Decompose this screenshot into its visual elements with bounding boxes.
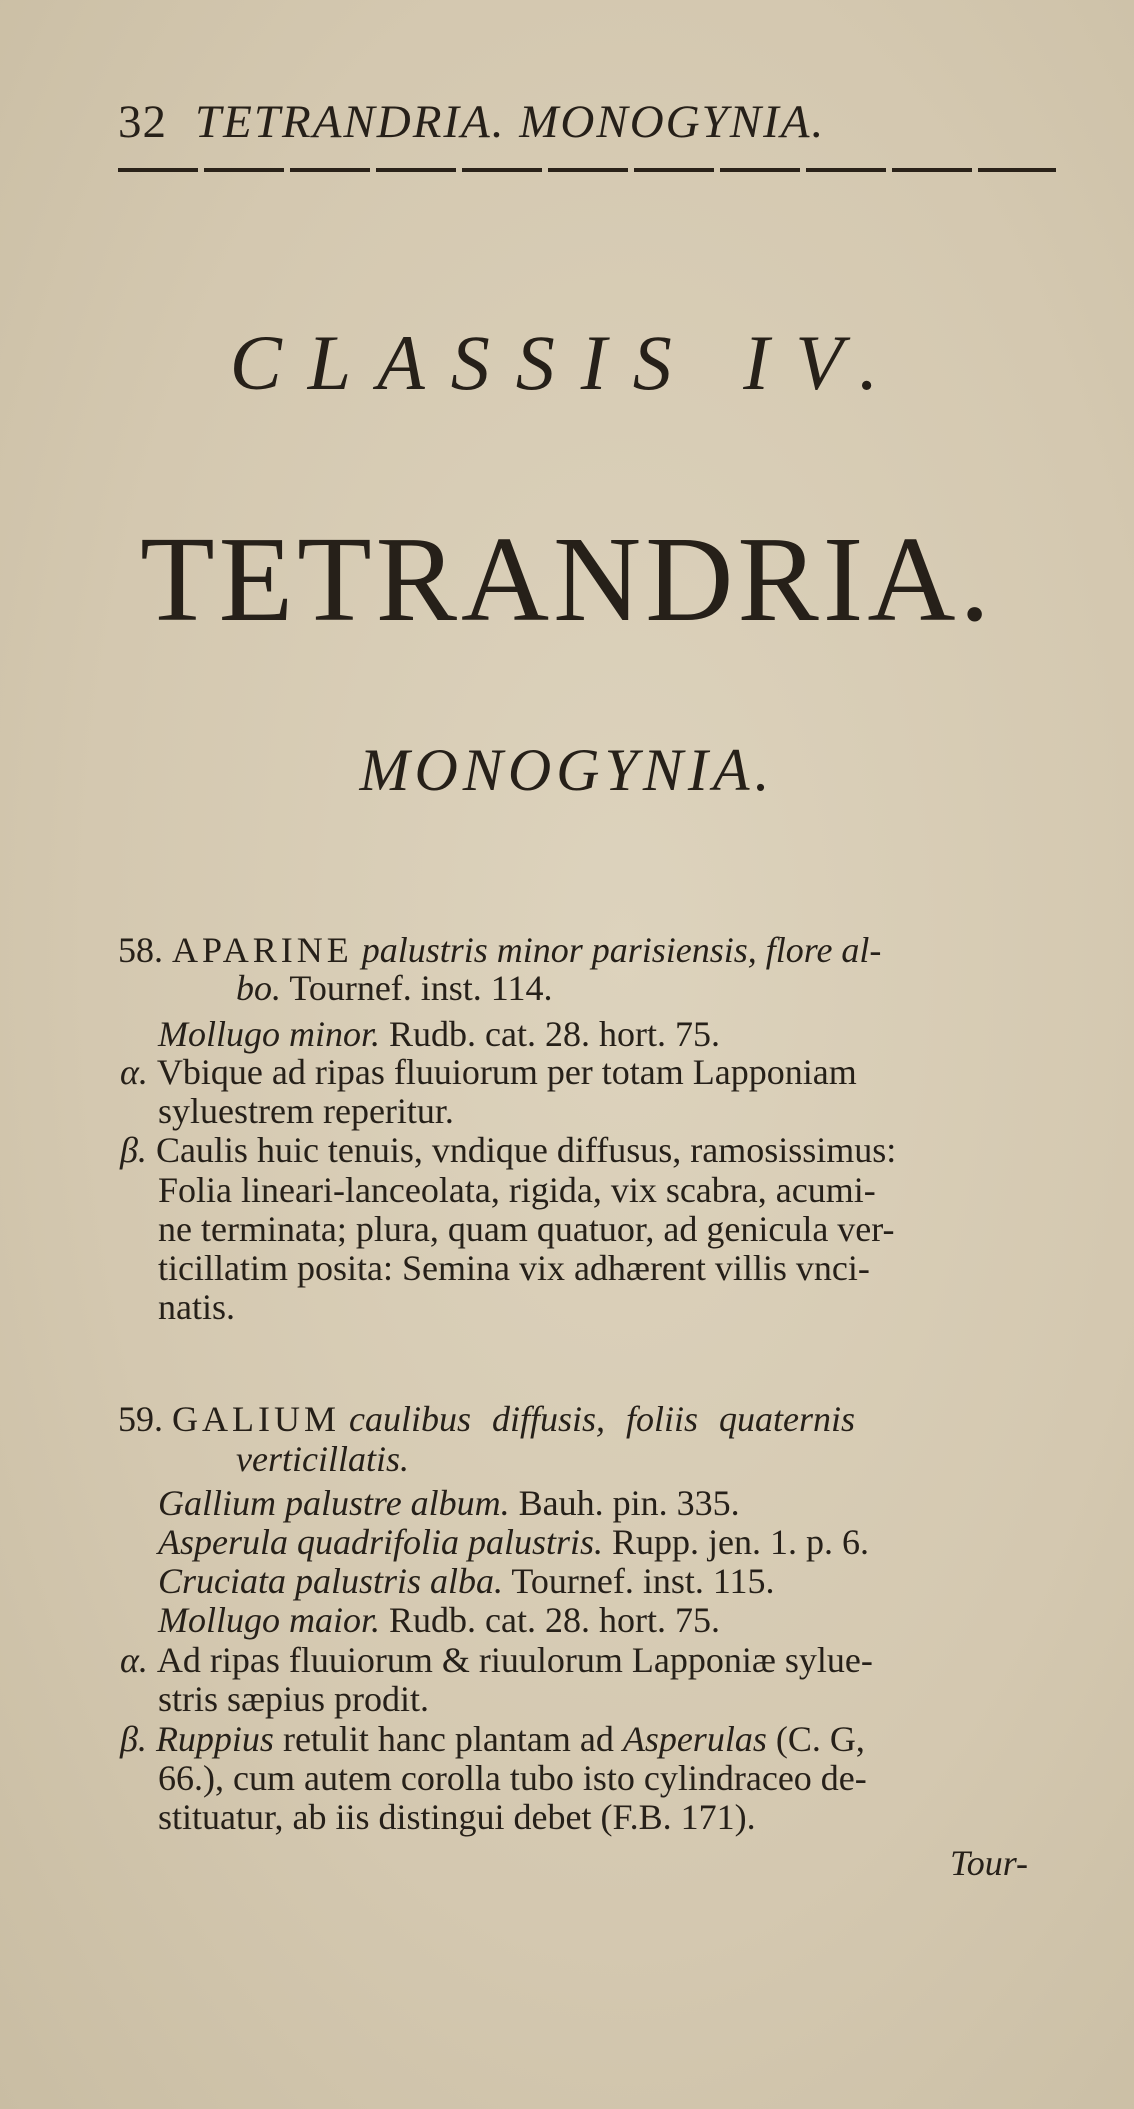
line-roman: stris sæpius prodit. [158, 1679, 430, 1719]
line-italic: bo. [236, 968, 281, 1008]
page-number: 32 [118, 96, 167, 148]
entry-line [158, 1249, 870, 1287]
line-roman: Tournef. inst. 114. [281, 968, 553, 1008]
line-roman: Rupp. jen. 1. p. 6. [603, 1522, 870, 1562]
line-roman: Vbique ad ripas fluuiorum per totam Lapponiam [147, 1052, 857, 1092]
line-italic: Mollugo minor. [158, 1014, 381, 1054]
class-heading: CLASSIS IV. [229, 319, 905, 406]
line-italic: verticillatis. [236, 1439, 409, 1479]
entry-line [120, 1131, 896, 1169]
running-title: TETRANDRIA. MONOGYNIA. [195, 96, 826, 148]
diagnosis: palustris minor parisiensis, flore al- [361, 930, 882, 970]
line-italic: β. [120, 1719, 147, 1759]
line-roman: Bauh. pin. 335. [509, 1483, 740, 1523]
entry-line [158, 1798, 756, 1836]
genus-name: GALIUM [172, 1399, 340, 1439]
entry-line [158, 1680, 429, 1718]
line-roman: Caulis huic tenuis, vndique diffusus, ramosissimus: [146, 1130, 897, 1170]
line-roman: Rudb. cat. 28. hort. 75. [380, 1014, 720, 1054]
running-header [118, 95, 825, 149]
entry-line [158, 1092, 454, 1130]
genus-reference: Asperulas [622, 1719, 767, 1759]
entry-line [158, 1601, 720, 1639]
line-roman: Ad ripas fluuiorum & riuulorum Lapponiæ sylue- [147, 1640, 873, 1680]
line-roman: stituatur, ab iis distingui debet (F.B. 171). [158, 1797, 756, 1837]
entry-line [158, 1484, 740, 1522]
entry-number: 59. [118, 1399, 163, 1439]
diagnosis: caulibus diffusis, foliis quaternis [348, 1399, 856, 1439]
line-roman: retulit hanc plantam ad [273, 1719, 623, 1759]
line-italic: β. [120, 1130, 147, 1170]
line-roman: natis. [158, 1287, 235, 1327]
entry-line [158, 1015, 720, 1053]
line-roman: Rudb. cat. 28. hort. 75. [380, 1600, 720, 1640]
line-roman: (C. G, [766, 1719, 865, 1759]
entry-line [158, 1759, 867, 1797]
header-rule [118, 168, 1056, 172]
entry-line [120, 1053, 857, 1091]
line-roman: ne terminata; plura, quam quatuor, ad genicula ver- [158, 1209, 895, 1249]
entry-line [158, 1210, 895, 1248]
line-roman: Folia lineari-lanceolata, rigida, vix scabra, acumi- [158, 1170, 876, 1210]
line-italic: Asperula quadrifolia palustris. [158, 1522, 604, 1562]
entry-line [158, 1562, 775, 1600]
line-italic: Cruciata palustris alba. [158, 1561, 504, 1601]
order-name: MONOGYNIA. [359, 737, 775, 803]
catchword: Tour- [950, 1843, 1028, 1883]
entry-line [158, 1288, 235, 1326]
genus-name: APARINE [172, 930, 353, 970]
class-name: TETRANDRIA. [140, 512, 994, 647]
line-roman: ticillatim posita: Semina vix adhærent villis vnci- [158, 1248, 870, 1288]
line-italic: α. [120, 1640, 148, 1680]
entry-line [236, 1440, 409, 1478]
entry-58-heading [118, 931, 881, 969]
line-italic: Gallium palustre album. [158, 1483, 510, 1523]
entry-line [236, 969, 552, 1007]
entry-line-ruppius [120, 1720, 865, 1758]
line-roman: Tournef. inst. 115. [503, 1561, 775, 1601]
line-italic: α. [120, 1052, 148, 1092]
line-roman: 66.), cum autem corolla tubo isto cylindraceo de- [158, 1758, 867, 1798]
entry-number: 58. [118, 930, 163, 970]
author-name: Ruppius [155, 1719, 274, 1759]
entry-line [158, 1171, 876, 1209]
entry-line [120, 1641, 873, 1679]
entry-59-heading [118, 1400, 855, 1438]
line-roman: syluestrem reperitur. [158, 1091, 454, 1131]
line-italic: Mollugo maior. [158, 1600, 381, 1640]
entry-line [158, 1523, 869, 1561]
